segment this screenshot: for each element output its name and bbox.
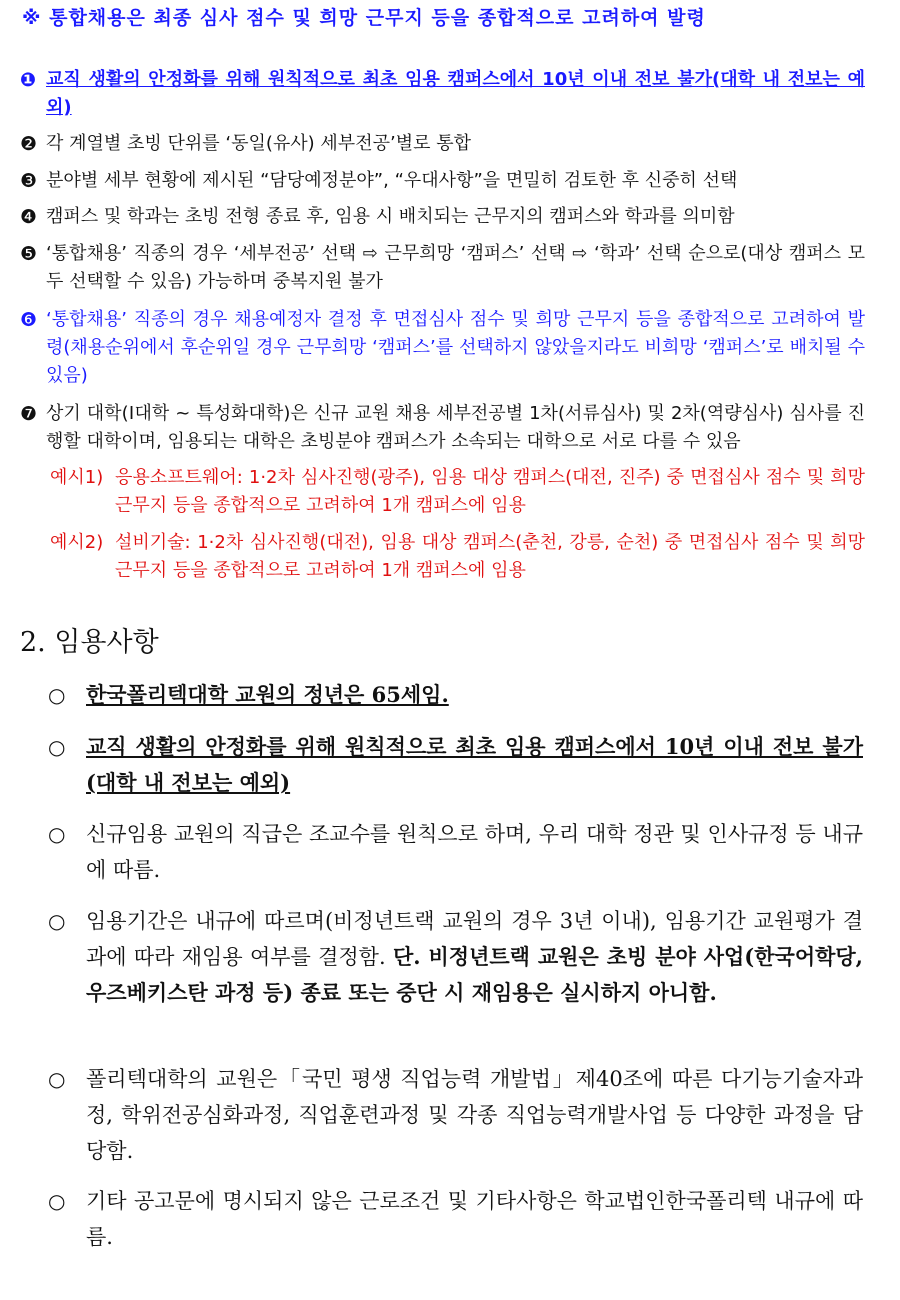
bullet-text: 폴리텍대학의 교원은「국민 평생 직업능력 개발법」제40조에 따른 다기능기술자과정, 학위전공심화과정, 직업훈련과정 및 각종 직업능력개발사업 등 다양한 과정을 담당함. (86, 1067, 863, 1163)
bullet-item-5 (48, 1061, 863, 1169)
bullet-item-1 (48, 677, 863, 713)
item-text: ‘통합채용’ 직종의 경우 ‘세부전공’ 선택 ⇨ 근무희망 ‘캠퍼스’ 선택 ⇨ ‘학과’ 선택 순으로(대상 캠퍼스 모두 선택할 수 있음) 가능하며 중복지원 불가 (46, 243, 865, 292)
example-label: 예시2) (50, 532, 104, 553)
section-title: 2. 임용사항 (20, 627, 159, 658)
example-text: 응용소프트웨어: 1·2차 심사진행(광주), 임용 대상 캠퍼스(대전, 진주) 중 면접심사 점수 및 희망 근무지 등을 종합적으로 고려하여 1개 캠퍼스에 임용 (115, 467, 865, 516)
bullet-item-6 (48, 1183, 863, 1255)
item-number: ❻ (20, 309, 38, 331)
bullet-text-bold: 단. 비정년트랙 교원은 초빙 분야 사업(한국어학당, 우즈베키스탄 과정 등) 종료 또는 중단 시 재임용은 실시하지 아니함. (86, 944, 863, 1005)
list-item-2 (20, 130, 865, 158)
list-item-6 (20, 306, 865, 390)
bullet-text: 한국폴리텍대학 교원의 정년은 65세임. (86, 682, 449, 707)
item-number: ❺ (20, 243, 38, 265)
item-number: ❶ (20, 69, 37, 91)
item-text: 교직 생활의 안정화를 위해 원칙적으로 최초 임용 캠퍼스에서 10년 이내 전보 불가(대학 내 전보는 예외) (46, 69, 865, 118)
item-number: ❷ (20, 133, 38, 155)
bullet-text: 기타 공고문에 명시되지 않은 근로조건 및 기타사항은 학교법인한국폴리텍 내규에 따름. (86, 1189, 863, 1249)
bullet-mark: ○ (48, 1067, 66, 1091)
list-item-7 (20, 400, 865, 456)
example-1 (50, 464, 865, 520)
item-text: 각 계열별 초빙 단위를 ‘동일(유사) 세부전공’별로 통합 (46, 133, 471, 154)
list-item-3 (20, 167, 865, 195)
bullet-text (86, 903, 863, 1011)
notice-line: ※ 통합채용은 최종 심사 점수 및 희망 근무지 등을 종합적으로 고려하여 발령 (22, 7, 706, 29)
bullet-text: 신규임용 교원의 직급은 조교수를 원칙으로 하며, 우리 대학 정관 및 인사규정 등 내규에 따름. (86, 822, 863, 882)
item-text: ‘통합채용’ 직종의 경우 채용예정자 결정 후 면접심사 점수 및 희망 근무지 등을 종합적으로 고려하여 발령(채용순위에서 후순위일 경우 근무희망 ‘캠퍼스’를 선택하지 않았을지라도 비희망 ‘캠퍼스’로 배치될 수 있음) (46, 309, 865, 386)
bullet-mark: ○ (48, 909, 66, 933)
list-item-1 (20, 66, 865, 122)
bullet-mark: ○ (48, 683, 66, 707)
bullet-item-2 (48, 729, 863, 801)
item-number: ❸ (20, 170, 38, 192)
item-number: ❼ (20, 403, 38, 425)
item-text: 분야별 세부 현황에 제시된 “담당예정분야”, “우대사항”을 면밀히 검토한 후 신중히 선택 (46, 170, 738, 191)
list-item-5 (20, 240, 865, 296)
list-item-4 (20, 203, 865, 231)
item-text: 캠퍼스 및 학과는 초빙 전형 종료 후, 임용 시 배치되는 근무지의 캠퍼스와 학과를 의미함 (46, 206, 735, 227)
bullet-mark: ○ (48, 1189, 66, 1213)
example-label: 예시1) (50, 467, 104, 488)
bullet-mark: ○ (48, 822, 66, 846)
item-number: ❹ (20, 206, 38, 228)
bullet-item-3 (48, 816, 863, 888)
bullet-mark: ○ (48, 735, 66, 759)
example-2 (50, 529, 865, 585)
bullet-text-plain: 임용기간은 내규에 따르며(비정년트랙 교원의 경우 3년 이내), 임용기간 교원평가 결과에 따라 재임용 여부를 결정함. (86, 909, 863, 969)
bullet-item-4 (48, 903, 863, 1011)
example-text: 설비기술: 1·2차 심사진행(대전), 임용 대상 캠퍼스(춘천, 강릉, 순천) 중 면접심사 점수 및 희망 근무지 등을 종합적으로 고려하여 1개 캠퍼스에 임용 (115, 532, 865, 581)
bullet-text: 교직 생활의 안정화를 위해 원칙적으로 최초 임용 캠퍼스에서 10년 이내 전보 불가(대학 내 전보는 예외) (86, 734, 863, 795)
item-text: 상기 대학(Ⅰ대학 ~ 특성화대학)은 신규 교원 채용 세부전공별 1차(서류심사) 및 2차(역량심사) 심사를 진행할 대학이며, 임용되는 대학은 초빙분야 캠퍼스가 소속되는 대학으로 서로 다를 수 있음 (46, 403, 865, 452)
